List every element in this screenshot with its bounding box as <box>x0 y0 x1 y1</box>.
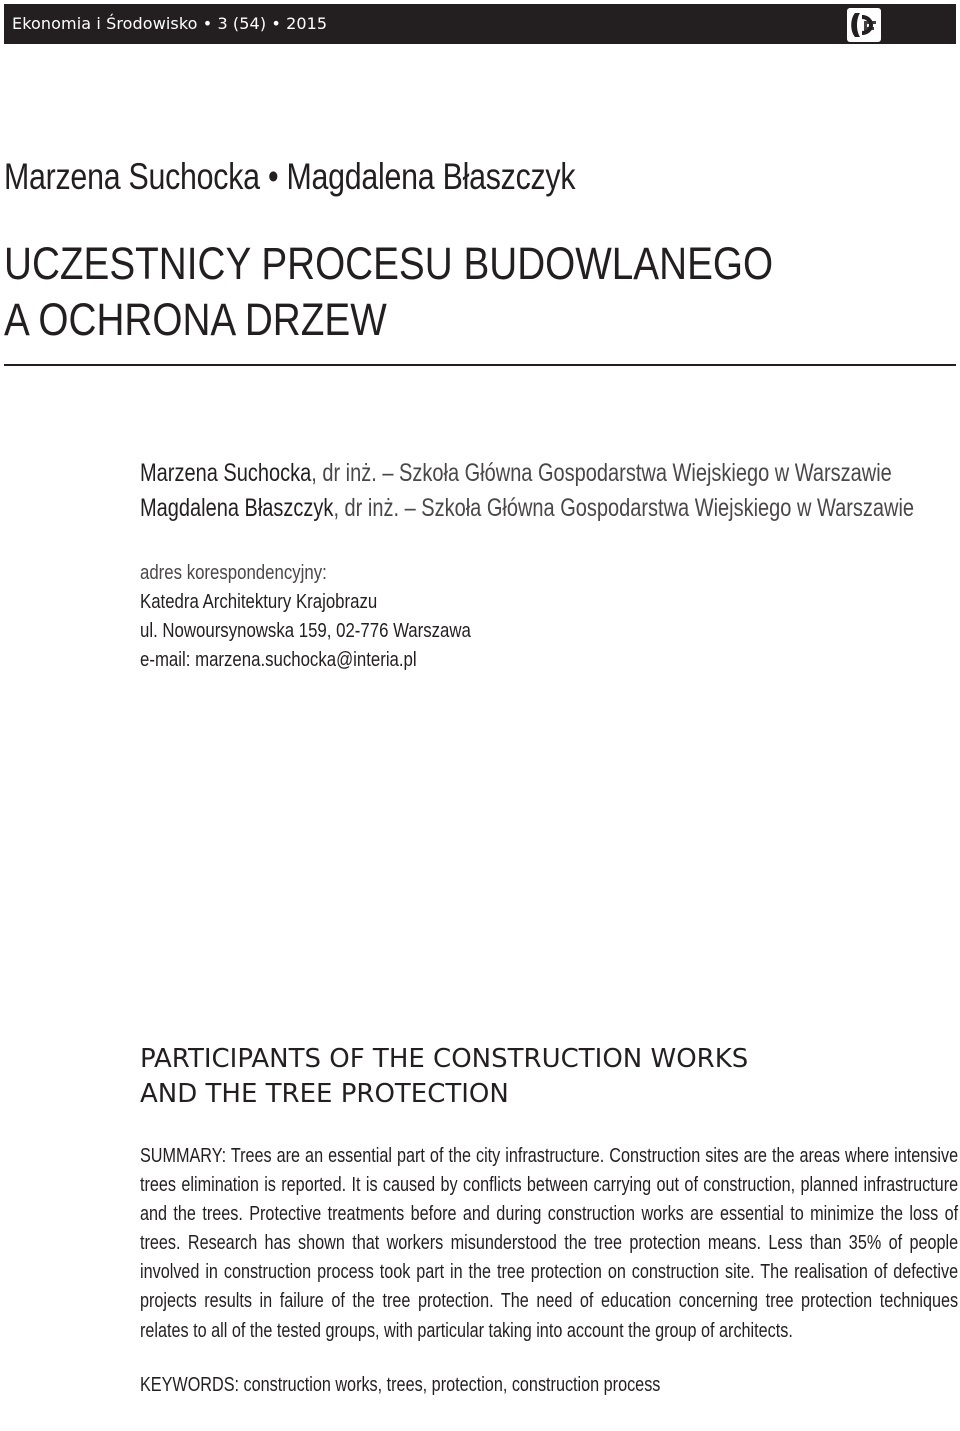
author-degree: , dr inż. <box>311 459 377 487</box>
article-title-en <box>140 1042 748 1112</box>
journal-name: Ekonomia i Środowisko • 3 (54) • 2015 <box>12 14 328 33</box>
author-name: Magdalena Błaszczyk <box>140 494 334 522</box>
correspondence-label: adres korespondencyjny: <box>140 562 327 584</box>
author-degree: , dr inż. <box>333 494 400 522</box>
journal-header-bar <box>4 4 956 44</box>
affiliation-1 <box>140 459 892 488</box>
title-en-line-1: PARTICIPANTS OF THE CONSTRUCTION WORKS <box>140 1044 749 1074</box>
journal-logo-icon <box>846 7 882 43</box>
keywords-line: KEYWORDS: construction works, trees, protection, construction process <box>140 1374 661 1396</box>
author-name: Marzena Suchocka <box>140 459 312 487</box>
correspondence-email[interactable]: e-mail: marzena.suchocka@interia.pl <box>140 649 417 671</box>
title-pl-line-1: UCZESTNICY PROCESU BUDOWLANEGO <box>4 238 774 289</box>
title-divider <box>4 364 956 366</box>
affiliation-2 <box>140 494 914 523</box>
author-institution: – Szkoła Główna Gospodarstwa Wiejskiego w Warszawie <box>399 494 915 522</box>
article-title-pl <box>4 236 773 348</box>
authors-line: Marzena Suchocka • Magdalena Błaszczyk <box>4 156 576 197</box>
correspondence-street: ul. Nowoursynowska 159, 02-776 Warszawa <box>140 620 471 642</box>
correspondence-unit: Katedra Architektury Krajobrazu <box>140 591 378 613</box>
title-pl-line-2: A OCHRONA DRZEW <box>4 294 387 345</box>
title-en-line-2: AND THE TREE PROTECTION <box>140 1079 509 1109</box>
author-institution: – Szkoła Główna Gospodarstwa Wiejskiego w Warszawie <box>376 459 892 487</box>
summary-paragraph: SUMMARY: Trees are an essential part of the city infrastructure. Construction sites are the areas where intensive trees elimination is reported. It is caused by conflicts between carrying out of construction, planned infrastructure and the trees. Protective treatments before and during construction works are essential to minimize the loss of trees. Research has shown that workers misunderstood the tree protection means. Less than 35% of people involved in construction process took part in the tree protection on construction site. The realisation of defective projects results in failure of the tree protection. The need of education concerning tree protection techniques relates to all of the tested groups, with particular taking into account the group of architects. <box>140 1145 959 1342</box>
